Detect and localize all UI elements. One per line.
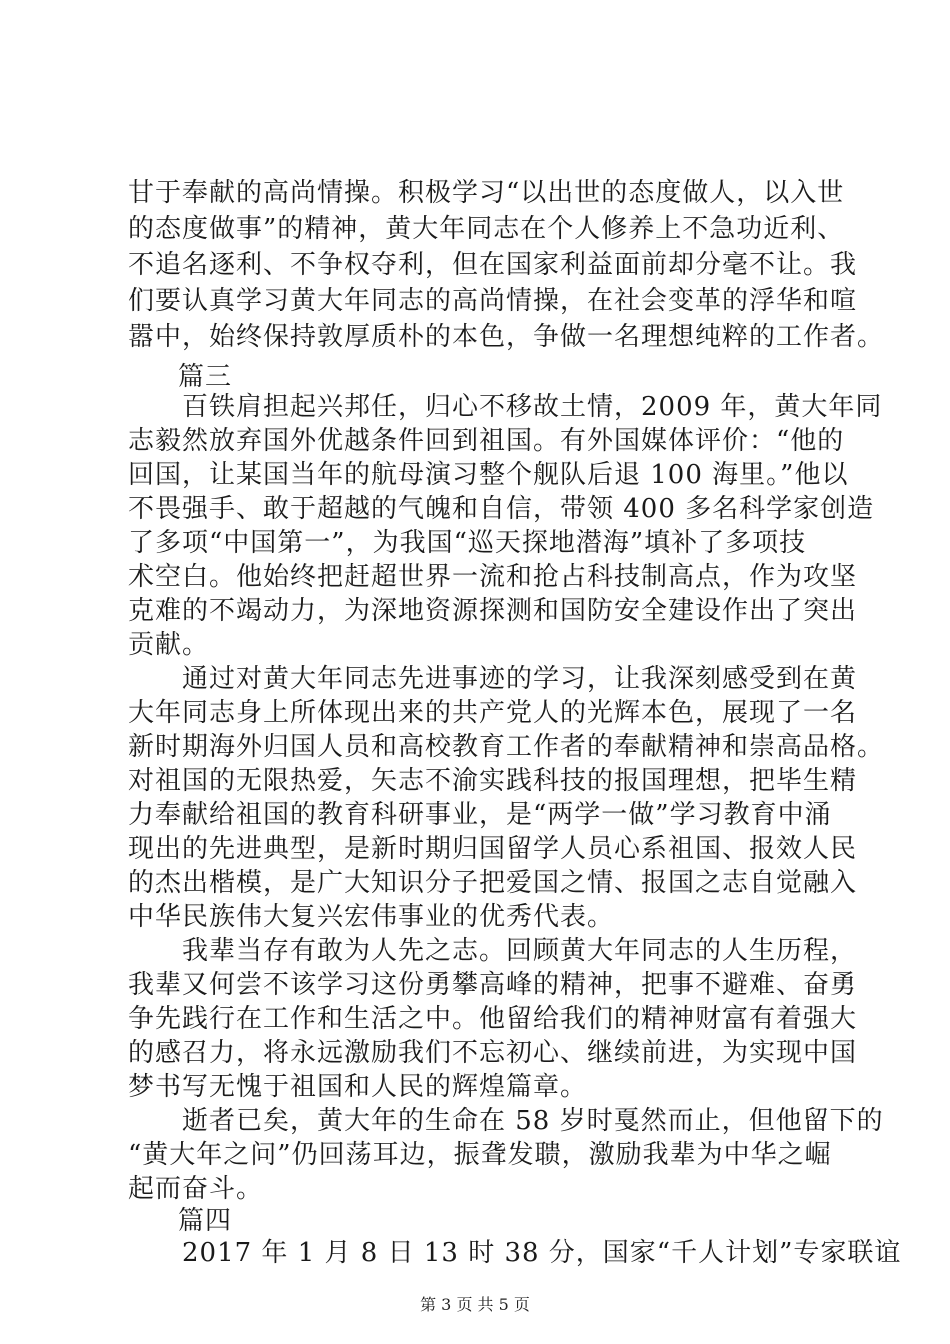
text-line: 逝者已矣，黄大年的生命在 58 岁时戛然而止，但他留下的 bbox=[128, 1106, 884, 1136]
text-line: 新时期海外归国人员和高校教育工作者的奉献精神和崇高品格。 bbox=[128, 732, 885, 762]
text-line: 们要认真学习黄大年同志的高尚情操，在社会变革的浮华和喧 bbox=[128, 286, 858, 316]
section-heading-4: 篇四 bbox=[178, 1206, 233, 1236]
text-line: 力奉献给祖国的教育科研事业，是“两学一做”学习教育中涌 bbox=[128, 800, 832, 830]
text-line: 我辈当存有敢为人先之志。回顾黄大年同志的人生历程， bbox=[128, 936, 858, 966]
text-line: 嚣中，始终保持敦厚质朴的本色，争做一名理想纯粹的工作者。 bbox=[128, 322, 885, 352]
text-line: 的杰出楷模，是广大知识分子把爱国之情、报国之志自觉融入 bbox=[128, 868, 858, 898]
text-line: 对祖国的无限热爱，矢志不渝实践科技的报国理想，把毕生精 bbox=[128, 766, 858, 796]
text-line: 不畏强手、敢于超越的气魄和自信，带领 400 多名科学家创造 bbox=[128, 494, 875, 524]
text-line: 的态度做事”的精神，黄大年同志在个人修养上不急功近利、 bbox=[128, 214, 845, 244]
text-line: 克难的不竭动力，为深地资源探测和国防安全建设作出了突出 bbox=[128, 596, 858, 626]
text-line: 贡献。 bbox=[128, 630, 210, 660]
text-line: 了多项“中国第一”，为我国“巡天探地潜海”填补了多项技 bbox=[128, 528, 807, 558]
text-line: 2017 年 1 月 8 日 13 时 38 分，国家“千人计划”专家联谊 bbox=[128, 1238, 902, 1268]
text-line: 志毅然放弃国外优越条件回到祖国。有外国媒体评价：“他的 bbox=[128, 426, 845, 456]
text-line: 大年同志身上所体现出来的共产党人的光辉本色，展现了一名 bbox=[128, 698, 858, 728]
text-line: 的感召力，将永远激励我们不忘初心、继续前进，为实现中国 bbox=[128, 1038, 858, 1068]
text-line: 争先践行在工作和生活之中。他留给我们的精神财富有着强大 bbox=[128, 1004, 858, 1034]
text-line: 术空白。他始终把赶超世界一流和抢占科技制高点，作为攻坚 bbox=[128, 562, 858, 592]
text-line: 起而奋斗。 bbox=[128, 1174, 264, 1204]
text-line: 中华民族伟大复兴宏伟事业的优秀代表。 bbox=[128, 902, 615, 932]
text-line: 百铁肩担起兴邦任，归心不移故土情，2009 年，黄大年同 bbox=[128, 392, 883, 422]
text-line: 甘于奉献的高尚情操。积极学习“以出世的态度做人，以入世 bbox=[128, 178, 845, 208]
text-line: 通过对黄大年同志先进事迹的学习，让我深刻感受到在黄 bbox=[128, 664, 858, 694]
text-line: 现出的先进典型，是新时期归国留学人员心系祖国、报效人民 bbox=[128, 834, 858, 864]
text-line: “黄大年之问”仍回荡耳边，振聋发聩，激励我辈为中华之崛 bbox=[128, 1140, 832, 1170]
text-line: 我辈又何尝不该学习这份勇攀高峰的精神，把事不避难、奋勇 bbox=[128, 970, 858, 1000]
text-line: 回国，让某国当年的航母演习整个舰队后退 100 海里。”他以 bbox=[128, 460, 849, 490]
page-footer: 第 3 页 共 5 页 bbox=[420, 1295, 530, 1314]
text-line: 不追名逐利、不争权夺利，但在国家利益面前却分毫不让。我 bbox=[128, 250, 858, 280]
text-line: 梦书写无愧于祖国和人民的辉煌篇章。 bbox=[128, 1072, 588, 1102]
section-heading-3: 篇三 bbox=[178, 362, 233, 392]
